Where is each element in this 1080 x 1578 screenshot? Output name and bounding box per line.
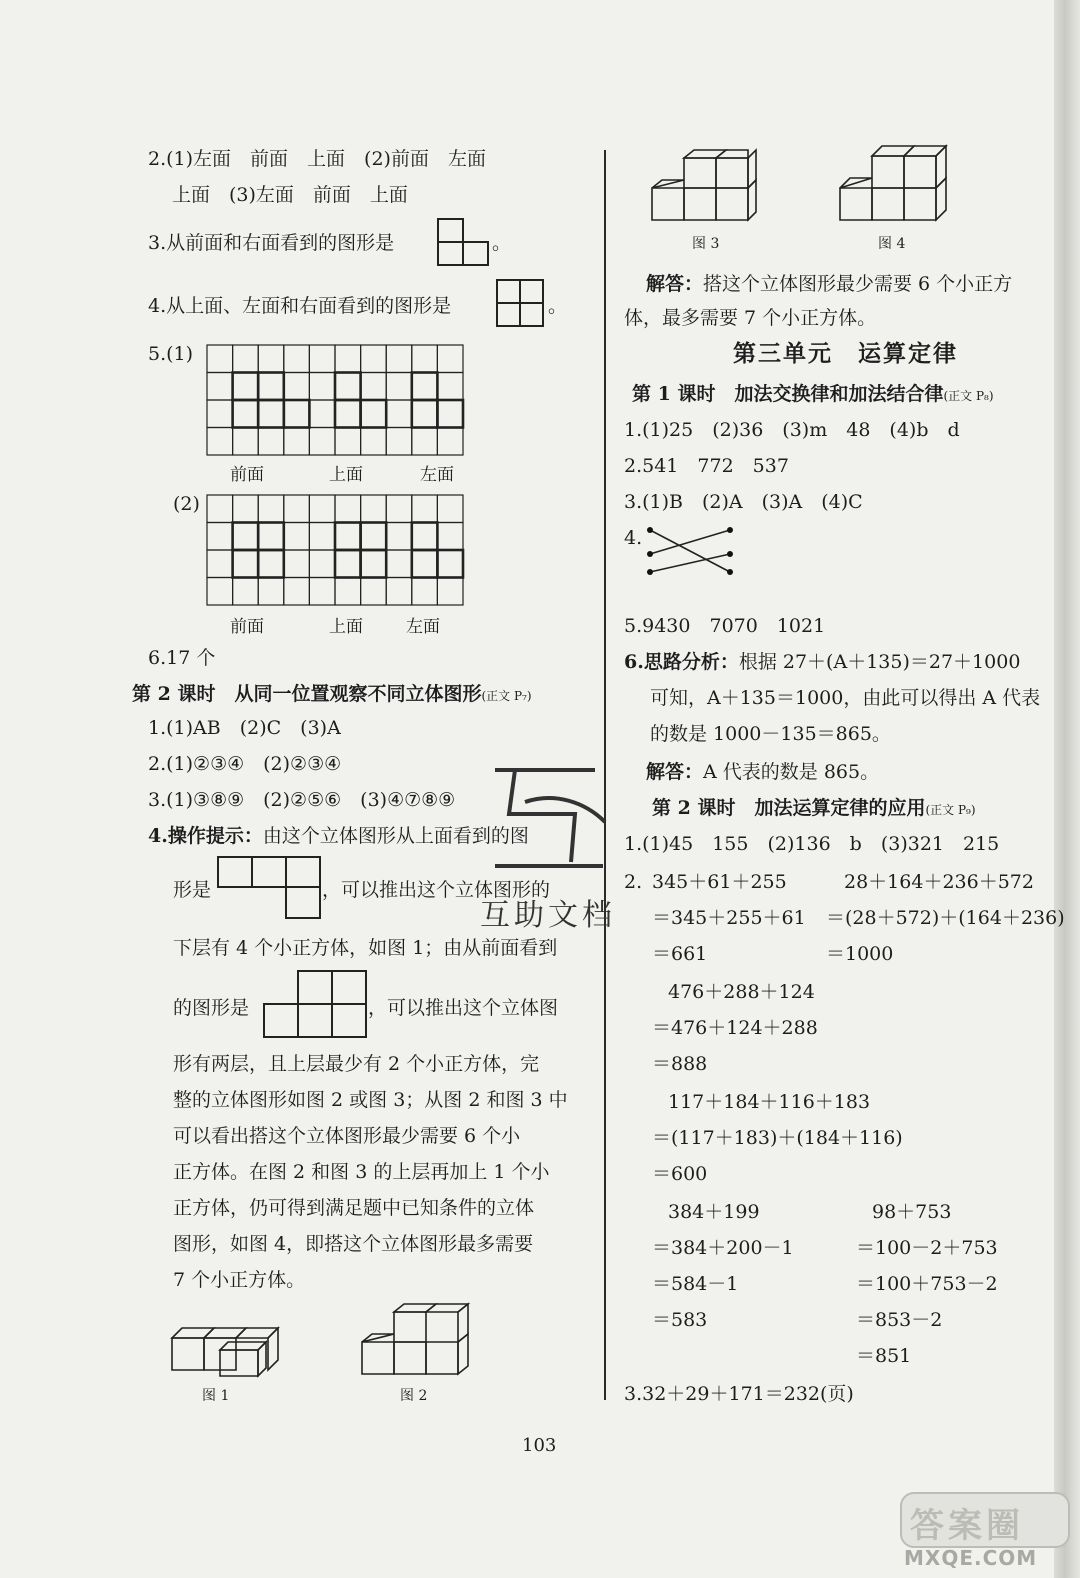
page-number: 103	[522, 1435, 557, 1456]
right-answer-label: 解答：	[646, 273, 704, 295]
l2-q4-i: 可以看出搭这个立体图形最少需要 6 个小	[173, 1125, 521, 1147]
grid-cell	[309, 373, 335, 401]
calc5-line1: 384＋199	[668, 1201, 760, 1223]
l2-q4-label: 4.操作提示：	[148, 825, 263, 847]
calc1-line1: 345＋61＋255	[652, 871, 787, 893]
grid-cell	[361, 495, 387, 523]
l2-q4-line1	[148, 824, 529, 848]
r6-answer-text: A 代表的数是 865。	[703, 761, 880, 783]
calc5-line4: ＝583	[652, 1309, 708, 1331]
grid-cell	[412, 550, 438, 578]
grid-cell	[284, 428, 310, 456]
grid-cell	[309, 400, 335, 428]
answer-grid-1	[206, 344, 464, 456]
lesson1-title	[632, 382, 994, 408]
l2-q4-g: 形有两层，且上层最少有 2 个小正方体，完	[173, 1053, 540, 1075]
grid-cell	[309, 578, 335, 606]
grid-cell	[258, 345, 284, 373]
calc6-line1: 98＋753	[872, 1201, 952, 1223]
grid-cell	[258, 578, 284, 606]
r1: 1.(1)25 (2)36 (3)m 48 (4)b d	[624, 419, 960, 441]
grid-cell	[258, 373, 284, 401]
lesson2-title	[132, 682, 532, 708]
r4: 4.	[624, 527, 643, 549]
calc4-line2: ＝(117＋183)＋(184＋116)	[652, 1127, 903, 1149]
l2-q4-j: 正方体。在图 2 和图 3 的上层再加上 1 个小	[173, 1161, 550, 1183]
grid-cell	[361, 523, 387, 551]
grid1-label-top: 上面	[329, 465, 363, 485]
grid-cell	[233, 373, 259, 401]
grid-cell	[437, 523, 463, 551]
grid-cell	[386, 495, 412, 523]
s1: 1.(1)45 155 (2)136 b (3)321 215	[624, 833, 1000, 855]
grid-cell	[207, 495, 233, 523]
grid-cell	[386, 345, 412, 373]
grid-cell	[207, 373, 233, 401]
grid-cell	[258, 400, 284, 428]
grid-cell	[284, 373, 310, 401]
grid-cell	[412, 345, 438, 373]
calc4-line3: ＝600	[652, 1163, 708, 1185]
page-edge-shadow	[1054, 0, 1080, 1578]
l2-q1: 1.(1)AB (2)C (3)A	[148, 717, 341, 739]
grid-cell	[361, 550, 387, 578]
matching-lines-diagram	[646, 524, 736, 586]
lesson2r-title-text: 第 2 课时 加法运算定律的应用	[652, 797, 926, 819]
r6-label: 6.思路分析：	[624, 651, 739, 673]
l2-q4-text-a: 由这个立体图形从上面看到的图	[262, 825, 529, 847]
grid-cell	[233, 550, 259, 578]
calc2-line2: ＝(28＋572)＋(164＋236)	[826, 907, 1065, 929]
grid2-label-top: 上面	[329, 617, 363, 637]
front-right-view-shape	[437, 218, 489, 266]
left-q4: 4.从上面、左面和右面看到的图形是	[148, 295, 452, 317]
grid1-label-front: 前面	[230, 465, 264, 485]
r6-a: 根据 27＋(A＋135)＝27＋1000	[738, 651, 1021, 673]
figure-2-cubes	[360, 1302, 484, 1378]
watermark-stamp	[485, 762, 615, 882]
calc6-line2: ＝100－2＋753	[856, 1237, 998, 1259]
corner-logo-text: 答案圈	[910, 1506, 1024, 1546]
calc3-line2: ＝476＋124＋288	[652, 1017, 818, 1039]
grid-cell	[335, 428, 361, 456]
s2-num: 2.	[624, 871, 643, 893]
lesson2r-title	[652, 796, 976, 822]
l2-q4-b: 形是	[173, 879, 212, 901]
fig2-caption: 图 2	[400, 1388, 428, 1404]
grid-cell	[412, 428, 438, 456]
l2-q4-k: 正方体，仍可得到满足题中已知条件的立体	[173, 1197, 535, 1219]
grid-cell	[386, 523, 412, 551]
top-view-shape	[217, 856, 321, 920]
figure-1-cubes	[170, 1320, 290, 1376]
grid-cell	[361, 373, 387, 401]
figure-3-cubes	[650, 148, 774, 224]
calc2-line3: ＝1000	[826, 943, 894, 965]
grid-cell	[258, 428, 284, 456]
right-answer-b: 体，最多需要 7 个小正方体。	[624, 307, 877, 329]
l2-q4-e: 的图形是	[173, 997, 250, 1019]
r6-line1	[624, 650, 1020, 674]
left-q3: 3.从前面和右面看到的图形是	[148, 232, 395, 254]
lesson2-ref: (正文 P₇)	[481, 689, 532, 703]
left-q2-line1: 2.(1)左面 前面 上面 (2)前面 左面	[148, 148, 486, 170]
grid-cell	[412, 373, 438, 401]
corner-url: MXQE.COM	[904, 1546, 1038, 1570]
r5: 5.9430 7070 1021	[624, 615, 826, 637]
calc6-line4: ＝853－2	[856, 1309, 943, 1331]
grid-cell	[335, 345, 361, 373]
grid-cell	[284, 400, 310, 428]
watermark-text: 互助文档	[480, 898, 616, 933]
grid-cell	[233, 428, 259, 456]
left-q3-end: 。	[492, 232, 512, 254]
grid-cell	[335, 373, 361, 401]
calc3-line1: 476＋288＋124	[668, 981, 815, 1003]
left-q2-line2: 上面 (3)左面 前面 上面	[172, 184, 408, 206]
grid-cell	[361, 428, 387, 456]
grid-cell	[309, 550, 335, 578]
grid2-label-front: 前面	[230, 617, 264, 637]
grid-cell	[284, 550, 310, 578]
grid-cell	[335, 550, 361, 578]
l2-q4-f: ，可以推出这个立体图	[368, 997, 559, 1019]
grid-cell	[309, 523, 335, 551]
grid-cell	[284, 495, 310, 523]
grid-cell	[207, 578, 233, 606]
calc5-line2: ＝384＋200－1	[652, 1237, 794, 1259]
figure-4-cubes	[838, 144, 968, 224]
l2-q4-d: 下层有 4 个小正方体，如图 1；由从前面看到	[173, 937, 558, 959]
grid-cell	[437, 428, 463, 456]
grid-cell	[284, 345, 310, 373]
grid-cell	[233, 578, 259, 606]
grid-cell	[386, 400, 412, 428]
grid-cell	[284, 523, 310, 551]
lesson2-title-text: 第 2 课时 从同一位置观察不同立体图形	[132, 683, 482, 705]
grid-cell	[258, 523, 284, 551]
grid-cell	[361, 400, 387, 428]
r2: 2.541 772 537	[624, 455, 789, 477]
grid-cell	[309, 428, 335, 456]
lesson1-ref: (正文 P₈)	[943, 389, 994, 403]
grid-cell	[412, 495, 438, 523]
grid-cell	[335, 495, 361, 523]
grid-cell	[233, 400, 259, 428]
r6-answer-label: 解答：	[646, 761, 704, 783]
grid-cell	[233, 345, 259, 373]
fig3-caption: 图 3	[692, 236, 720, 252]
top-left-right-view-shape	[496, 279, 544, 327]
calc4-line1: 117＋184＋116＋183	[668, 1091, 871, 1113]
fig1-caption: 图 1	[202, 1388, 230, 1404]
l2-q4-c: ，可以推出这个立体图形的	[322, 879, 551, 901]
grid2-label-left: 左面	[406, 617, 440, 637]
l2-q4-m: 7 个小正方体。	[173, 1269, 306, 1291]
calc2-line1: 28＋164＋236＋572	[844, 871, 1034, 893]
grid-cell	[335, 523, 361, 551]
grid-cell	[335, 400, 361, 428]
left-q5-2: (2)	[173, 493, 200, 515]
calc1-line2: ＝345＋255＋61	[652, 907, 806, 929]
grid-cell	[437, 495, 463, 523]
l2-q3: 3.(1)③⑧⑨ (2)②⑤⑥ (3)④⑦⑧⑨	[148, 789, 456, 811]
grid-cell	[386, 578, 412, 606]
grid-cell	[258, 550, 284, 578]
calc3-line3: ＝888	[652, 1053, 708, 1075]
grid-cell	[412, 578, 438, 606]
grid-cell	[437, 400, 463, 428]
grid-cell	[412, 400, 438, 428]
grid-cell	[361, 345, 387, 373]
r3: 3.(1)B (2)A (3)A (4)C	[624, 491, 863, 513]
grid-cell	[335, 578, 361, 606]
left-q6: 6.17 个	[148, 647, 216, 669]
grid-cell	[437, 578, 463, 606]
grid-cell	[309, 495, 335, 523]
grid-cell	[412, 523, 438, 551]
r6-c: 的数是 1000－135＝865。	[650, 723, 891, 745]
fig4-caption: 图 4	[878, 236, 906, 252]
calc6-line3: ＝100＋753－2	[856, 1273, 998, 1295]
r6-b: 可知，A＋135＝1000，由此可以得出 A 代表	[650, 687, 1041, 709]
grid-cell	[386, 373, 412, 401]
right-answer-a: 搭这个立体图形最少需要 6 个小正方	[703, 273, 1013, 295]
grid-cell	[207, 345, 233, 373]
grid-cell	[309, 345, 335, 373]
answer-grid-2	[206, 494, 464, 606]
right-answer-line1	[646, 272, 1012, 296]
grid-cell	[233, 495, 259, 523]
grid-cell	[437, 345, 463, 373]
l2-q4-h: 整的立体图形如图 2 或图 3；从图 2 和图 3 中	[173, 1089, 568, 1111]
grid-cell	[207, 400, 233, 428]
r6-answer	[646, 760, 879, 784]
grid-cell	[207, 428, 233, 456]
grid-cell	[207, 523, 233, 551]
calc6-line5: ＝851	[856, 1345, 912, 1367]
front-view-shape	[263, 970, 367, 1038]
lesson1-title-text: 第 1 课时 加法交换律和加法结合律	[632, 383, 944, 405]
l2-q4-l: 图形，如图 4，即搭这个立体图形最多需要	[173, 1233, 534, 1255]
grid-cell	[386, 550, 412, 578]
grid-cell	[284, 578, 310, 606]
grid-cell	[233, 523, 259, 551]
left-q4-end: 。	[548, 295, 568, 317]
left-q5-1: 5.(1)	[148, 343, 194, 365]
calc1-line3: ＝661	[652, 943, 708, 965]
l2-q2: 2.(1)②③④ (2)②③④	[148, 753, 342, 775]
grid-cell	[386, 428, 412, 456]
grid-cell	[258, 495, 284, 523]
lesson2r-ref: (正文 P₉)	[925, 803, 976, 817]
calc5-line3: ＝584－1	[652, 1273, 739, 1295]
grid-cell	[207, 550, 233, 578]
grid1-label-left: 左面	[420, 465, 454, 485]
grid-cell	[437, 373, 463, 401]
grid-cell	[361, 578, 387, 606]
grid-cell	[437, 550, 463, 578]
unit-title: 第三单元 运算定律	[733, 340, 958, 367]
s3: 3.32＋29＋171＝232(页)	[624, 1383, 854, 1405]
